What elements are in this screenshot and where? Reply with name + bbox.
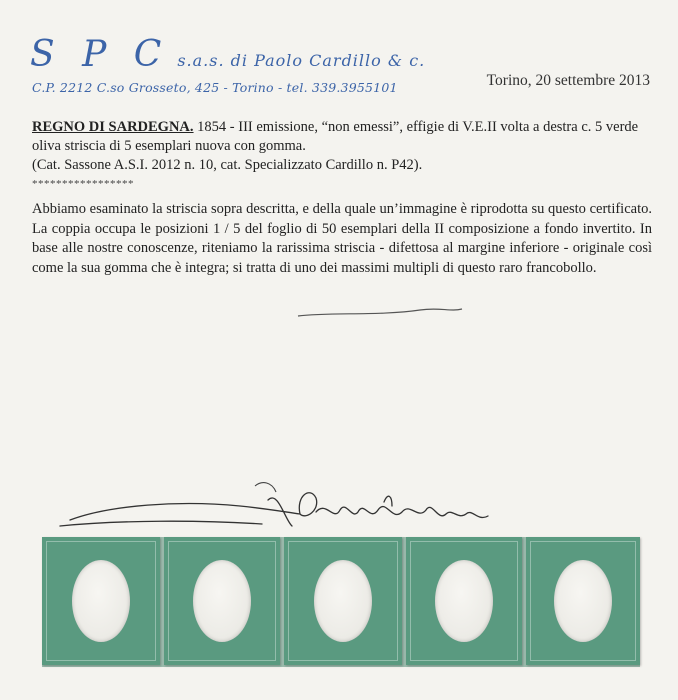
effigy-oval xyxy=(554,560,612,642)
stamp-4 xyxy=(406,537,522,665)
letterhead-address: C.P. 2212 C.so Grosseto, 425 - Torino - tel. 339.3955101 xyxy=(32,80,398,95)
stamp-2 xyxy=(164,537,280,665)
effigy-oval xyxy=(314,560,372,642)
effigy-oval xyxy=(193,560,251,642)
description-heading: REGNO DI SARDEGNA. xyxy=(32,119,194,135)
stars-divider: ***************** xyxy=(32,178,134,190)
stamp-1 xyxy=(42,537,160,665)
signature-stroke xyxy=(60,493,488,526)
handwritten-underline xyxy=(298,309,462,316)
description-line1: 1854 - III emissione, “non emessi”, effigie di V.E.II volta a destra c. 5 verde oliva striscia di 5 esemplari nuova con gomma. xyxy=(32,119,639,154)
certificate-date: Torino, 20 settembre 2013 xyxy=(486,72,650,89)
stamp-5 xyxy=(526,537,640,665)
description-catalog: (Cat. Sassone A.S.I. 2012 n. 10, cat. Specializzato Cardillo n. P42). xyxy=(32,157,423,173)
effigy-oval xyxy=(435,560,493,642)
effigy-oval xyxy=(72,560,130,642)
certificate-body: Abbiamo esaminato la striscia sopra descritta, e della quale un’immagine è riprodotta su questo certificato. La coppia occupa le posizioni 1 / 5 del foglio di 50 esemplari della II composizione a fondo invertito. In base alle nostre conoscenze, riteniamo la rarissima striscia - difettosa al margine inferiore - originale così come la sua gomma che è integra; si tratta di uno dei massimi multipli di questo raro francobollo. xyxy=(32,201,652,276)
stamp-strip xyxy=(42,537,640,667)
stamp-3 xyxy=(284,537,402,665)
company-name: s.a.s. di Paolo Cardillo & c. xyxy=(177,51,426,70)
logo-spc: S P C xyxy=(30,34,170,75)
